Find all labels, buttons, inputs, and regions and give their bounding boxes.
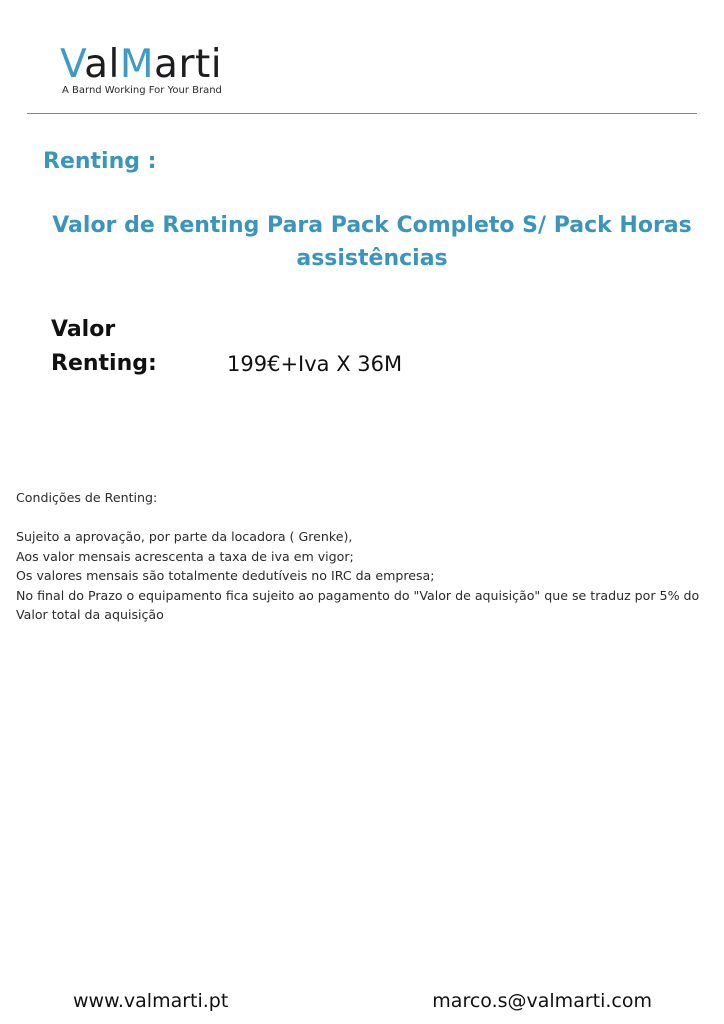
brand-logo [60, 44, 222, 97]
conditions-heading: Condições de Renting: [16, 490, 158, 505]
logo-letters-arti: arti [154, 42, 223, 87]
conditions-block [16, 488, 706, 625]
price-amount: 199€+Iva X 36M [227, 352, 403, 376]
footer-website-link[interactable]: www.valmarti.pt [73, 990, 229, 1012]
logo-wordmark [60, 44, 222, 86]
logo-tagline: A Barnd Working For Your Brand [62, 85, 222, 96]
document-subtitle: Valor de Renting Para Pack Completo S/ Pack Horas assistências [52, 213, 692, 271]
price-label-line-1: Valor [51, 317, 116, 342]
price-label-line-2: Renting: [51, 351, 157, 376]
header-divider [27, 113, 697, 114]
footer-email-link[interactable]: marco.s@valmarti.com [432, 990, 652, 1012]
price-label [51, 313, 157, 381]
section-title: Renting : [43, 149, 157, 174]
logo-letter-m: M [119, 42, 155, 87]
condition-line: No final do Prazo o equipamento fica sujeito ao pagamento do "Valor de aquisição" que se traduz por 5% do Valor total da aquisição [16, 587, 700, 622]
condition-line: Aos valor mensais acrescenta a taxa de iva em vigor; [16, 548, 354, 564]
logo-letters-al: al [84, 42, 120, 87]
condition-line: Os valores mensais são totalmente dedutíveis no IRC da empresa; [16, 568, 435, 583]
condition-line: Sujeito a aprovação, por parte da locadora ( Grenke), [16, 529, 353, 544]
logo-letter-v: V [60, 42, 85, 87]
